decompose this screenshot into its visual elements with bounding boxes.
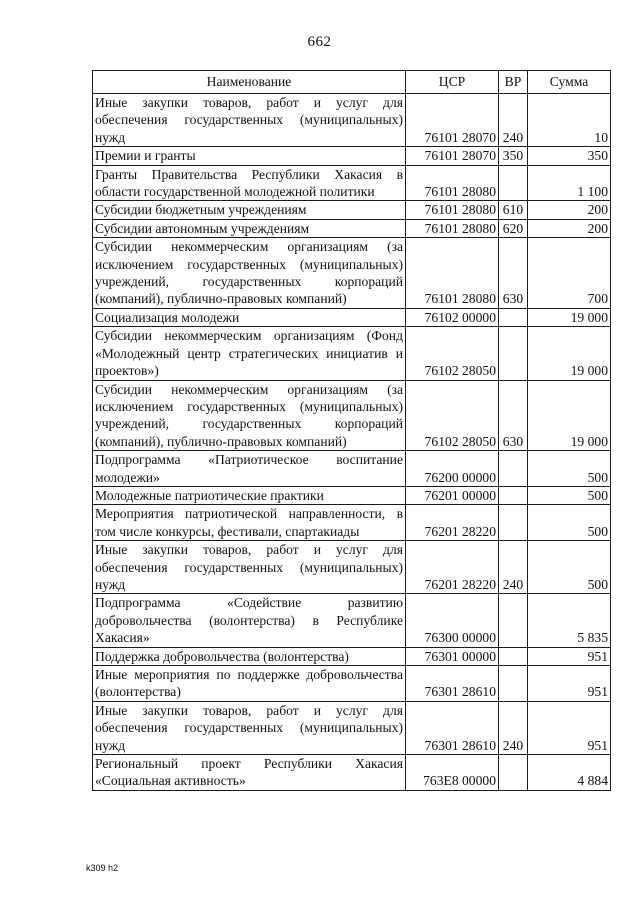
row-sum: 10: [528, 94, 611, 147]
row-name: Субсидии некоммерческим организациям (за исключением государственных (муниципальных) учреждений, государственных корпораций (компаний), публично-правовых компаний): [93, 238, 406, 309]
row-name: Социализация молодежи: [93, 308, 406, 326]
row-vr: 620: [499, 219, 528, 237]
budget-table: [92, 70, 611, 791]
footer-code: k309 h2: [86, 863, 119, 873]
table-row: [93, 94, 611, 147]
row-vr: [499, 165, 528, 201]
row-name: Иные закупки товаров, работ и услуг для обеспечения государственных (муниципальных) нужд: [93, 94, 406, 147]
row-csr: 76301 28610: [406, 701, 499, 754]
row-name: Иные мероприятия по поддержке добровольчества (волонтерства): [93, 666, 406, 702]
row-vr: [499, 666, 528, 702]
header-vr: ВР: [499, 71, 528, 94]
row-sum: 19 000: [528, 380, 611, 451]
row-csr: 763E8 00000: [406, 755, 499, 791]
row-name: Гранты Правительства Республики Хакасия в области государственной молодежной политики: [93, 165, 406, 201]
row-csr: 76201 28220: [406, 541, 499, 594]
row-name: Премии и гранты: [93, 147, 406, 165]
row-csr: 76201 00000: [406, 486, 499, 504]
row-vr: 610: [499, 201, 528, 219]
row-csr: 76301 00000: [406, 647, 499, 665]
row-csr: 76102 28050: [406, 380, 499, 451]
row-sum: 19 000: [528, 308, 611, 326]
row-name: Подпрограмма «Содействие развитию добровольчества (волонтерства) в Республике Хакасия»: [93, 594, 406, 647]
table-row: [93, 594, 611, 647]
row-csr: 76101 28080: [406, 238, 499, 309]
table-row: [93, 451, 611, 487]
row-vr: [499, 451, 528, 487]
row-csr: 76102 00000: [406, 308, 499, 326]
row-csr: 76101 28070: [406, 147, 499, 165]
row-name: Мероприятия патриотической направленности, в том числе конкурсы, фестивали, спартакиады: [93, 505, 406, 541]
row-vr: [499, 755, 528, 791]
table-row: [93, 147, 611, 165]
table-row: [93, 755, 611, 791]
row-vr: 630: [499, 238, 528, 309]
row-sum: 951: [528, 666, 611, 702]
table-row: [93, 308, 611, 326]
table-row: [93, 380, 611, 451]
row-vr: 240: [499, 701, 528, 754]
table-row: [93, 486, 611, 504]
table-body: [93, 94, 611, 791]
row-vr: [499, 327, 528, 380]
row-sum: 350: [528, 147, 611, 165]
row-vr: 350: [499, 147, 528, 165]
row-csr: 76301 28610: [406, 666, 499, 702]
row-csr: 76102 28050: [406, 327, 499, 380]
table-row: [93, 647, 611, 665]
row-sum: 500: [528, 505, 611, 541]
row-name: Иные закупки товаров, работ и услуг для обеспечения государственных (муниципальных) нужд: [93, 701, 406, 754]
row-sum: 951: [528, 701, 611, 754]
row-sum: 1 100: [528, 165, 611, 201]
row-vr: [499, 647, 528, 665]
table-row: [93, 505, 611, 541]
row-csr: 76300 00000: [406, 594, 499, 647]
row-sum: 4 884: [528, 755, 611, 791]
row-name: Поддержка добровольчества (волонтерства): [93, 647, 406, 665]
row-csr: 76200 00000: [406, 451, 499, 487]
table-row: [93, 201, 611, 219]
row-vr: [499, 308, 528, 326]
row-sum: 200: [528, 201, 611, 219]
row-sum: 500: [528, 541, 611, 594]
header-csr: ЦСР: [406, 71, 499, 94]
row-name: Подпрограмма «Патриотическое воспитание молодежи»: [93, 451, 406, 487]
row-name: Молодежные патриотические практики: [93, 486, 406, 504]
table-row: [93, 666, 611, 702]
row-csr: 76101 28070: [406, 94, 499, 147]
table-header-row: [93, 71, 611, 94]
table-row: [93, 541, 611, 594]
row-csr: 76101 28080: [406, 219, 499, 237]
row-name: Субсидии некоммерческим организациям (за исключением государственных (муниципальных) учреждений, государственных корпораций (компаний), публично-правовых компаний): [93, 380, 406, 451]
row-sum: 200: [528, 219, 611, 237]
row-sum: 500: [528, 486, 611, 504]
row-name: Иные закупки товаров, работ и услуг для обеспечения государственных (муниципальных) нужд: [93, 541, 406, 594]
row-csr: 76101 28080: [406, 165, 499, 201]
row-csr: 76101 28080: [406, 201, 499, 219]
row-vr: [499, 486, 528, 504]
page-number: 662: [307, 34, 332, 50]
row-name: Региональный проект Республики Хакасия «Социальная активность»: [93, 755, 406, 791]
table-row: [93, 701, 611, 754]
row-sum: 5 835: [528, 594, 611, 647]
table-row: [93, 219, 611, 237]
row-vr: 240: [499, 94, 528, 147]
row-sum: 500: [528, 451, 611, 487]
table-header: [93, 71, 611, 94]
row-vr: [499, 594, 528, 647]
row-sum: 700: [528, 238, 611, 309]
row-sum: 951: [528, 647, 611, 665]
row-csr: 76201 28220: [406, 505, 499, 541]
header-sum: Сумма: [528, 71, 611, 94]
row-sum: 19 000: [528, 327, 611, 380]
row-vr: 240: [499, 541, 528, 594]
table-row: [93, 165, 611, 201]
row-vr: 630: [499, 380, 528, 451]
table-row: [93, 238, 611, 309]
table-row: [93, 327, 611, 380]
row-name: Субсидии некоммерческим организациям (Фонд «Молодежный центр стратегических инициатив и проектов»): [93, 327, 406, 380]
header-name: Наименование: [93, 71, 406, 94]
row-name: Субсидии автономным учреждениям: [93, 219, 406, 237]
row-vr: [499, 505, 528, 541]
row-name: Субсидии бюджетным учреждениям: [93, 201, 406, 219]
